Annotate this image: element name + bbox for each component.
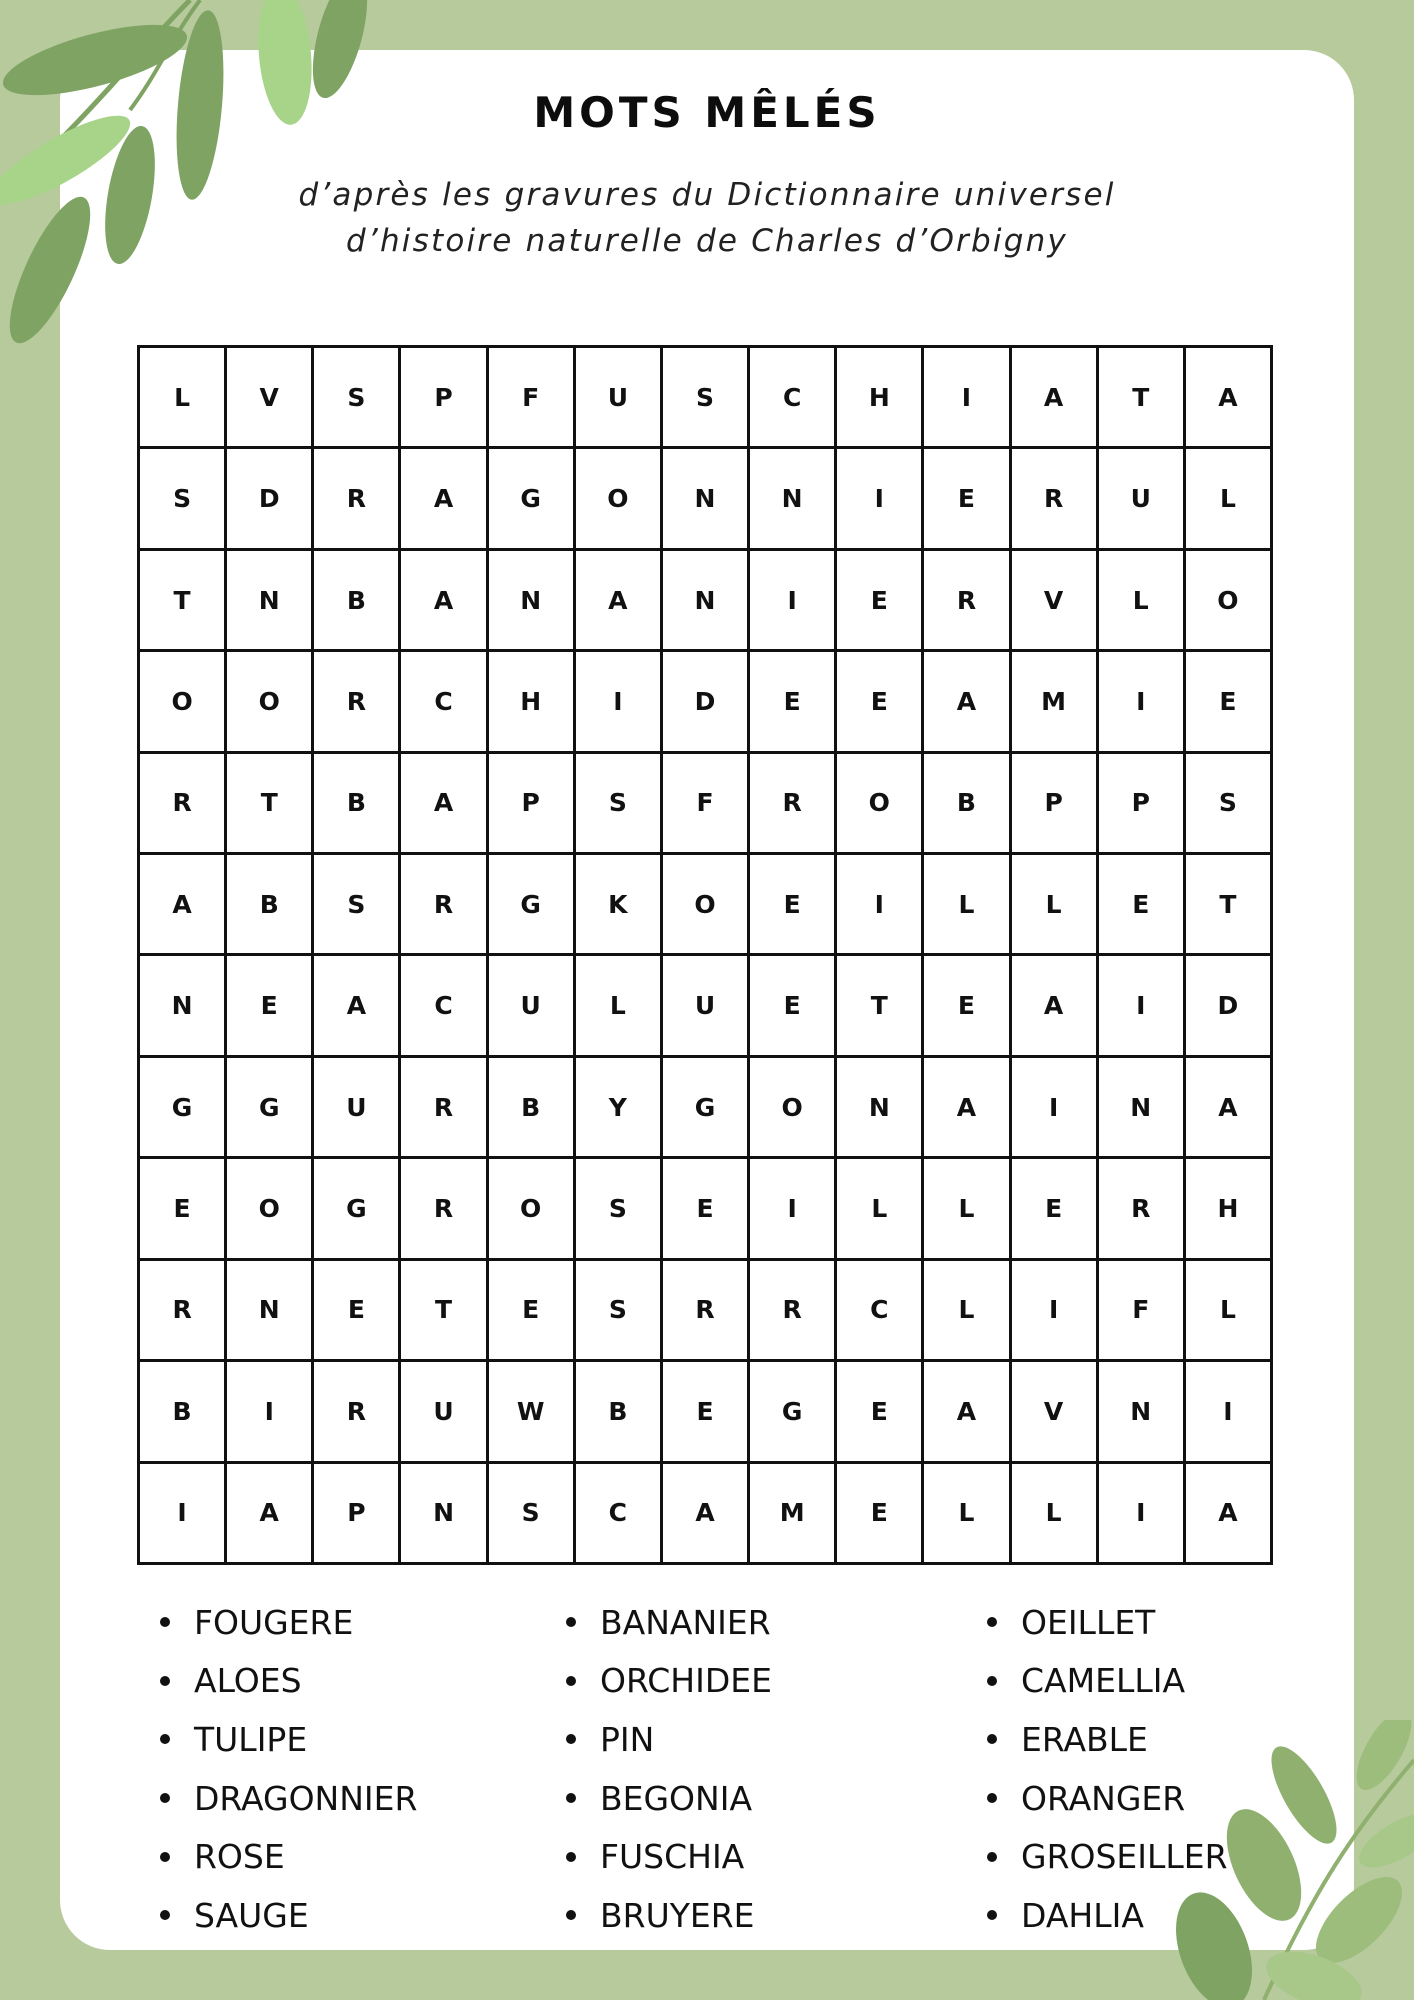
grid-cell[interactable]: U: [314, 1058, 401, 1159]
bullet-icon: [160, 1617, 170, 1627]
word-label: GROSEILLER: [1021, 1837, 1228, 1877]
grid-cell[interactable]: O: [663, 855, 750, 956]
grid-cell[interactable]: L: [1012, 1464, 1099, 1565]
grid-cell[interactable]: E: [489, 1261, 576, 1362]
grid-cell[interactable]: E: [837, 1362, 924, 1463]
bullet-icon: [566, 1852, 576, 1862]
bullet-icon: [987, 1910, 997, 1920]
word-list-item: [987, 1886, 1228, 1945]
grid-cell[interactable]: S: [489, 1464, 576, 1565]
grid-cell[interactable]: R: [140, 754, 227, 855]
grid-cell[interactable]: R: [314, 1362, 401, 1463]
grid-cell[interactable]: I: [837, 855, 924, 956]
grid-cell[interactable]: N: [663, 449, 750, 550]
grid-cell[interactable]: C: [576, 1464, 663, 1565]
grid-cell[interactable]: E: [663, 1362, 750, 1463]
grid-cell[interactable]: A: [576, 551, 663, 652]
grid-cell[interactable]: A: [1186, 1464, 1273, 1565]
grid-cell[interactable]: G: [750, 1362, 837, 1463]
grid-cell[interactable]: R: [401, 855, 488, 956]
grid-cell[interactable]: R: [401, 1058, 488, 1159]
grid-cell[interactable]: L: [924, 1464, 1011, 1565]
grid-cell[interactable]: N: [663, 551, 750, 652]
grid-cell[interactable]: B: [227, 855, 314, 956]
word-label: FUSCHIA: [600, 1837, 745, 1877]
grid-cell[interactable]: A: [1186, 1058, 1273, 1159]
grid-cell[interactable]: B: [489, 1058, 576, 1159]
grid-cell[interactable]: I: [1099, 956, 1186, 1057]
bullet-icon: [566, 1910, 576, 1920]
word-label: OEILLET: [1021, 1602, 1156, 1642]
grid-cell[interactable]: U: [489, 956, 576, 1057]
grid-cell[interactable]: T: [401, 1261, 488, 1362]
grid-cell[interactable]: N: [1099, 1058, 1186, 1159]
grid-cell[interactable]: U: [576, 348, 663, 449]
grid-cell[interactable]: R: [314, 449, 401, 550]
grid-cell[interactable]: A: [1012, 348, 1099, 449]
word-list-item: [566, 1652, 772, 1711]
bullet-icon: [566, 1676, 576, 1686]
grid-cell[interactable]: R: [140, 1261, 227, 1362]
grid-cell[interactable]: N: [750, 449, 837, 550]
grid-cell[interactable]: U: [1099, 449, 1186, 550]
grid-cell[interactable]: M: [750, 1464, 837, 1565]
grid-cell[interactable]: B: [140, 1362, 227, 1463]
grid-cell[interactable]: R: [663, 1261, 750, 1362]
grid-cell[interactable]: A: [924, 1058, 1011, 1159]
grid-cell[interactable]: R: [314, 652, 401, 753]
word-list-item: [160, 1593, 417, 1652]
grid-cell[interactable]: A: [663, 1464, 750, 1565]
grid-cell[interactable]: S: [663, 348, 750, 449]
grid-cell[interactable]: R: [401, 1159, 488, 1260]
grid-cell[interactable]: E: [314, 1261, 401, 1362]
word-label: ORANGER: [1021, 1778, 1186, 1818]
word-list-column-3: [987, 1593, 1228, 1945]
grid-cell[interactable]: A: [924, 1362, 1011, 1463]
word-list-column-2: [566, 1593, 772, 1945]
grid-cell[interactable]: C: [401, 652, 488, 753]
grid-cell[interactable]: I: [1099, 652, 1186, 753]
word-list-item: [160, 1710, 417, 1769]
grid-cell[interactable]: L: [1099, 551, 1186, 652]
grid-cell[interactable]: I: [837, 449, 924, 550]
grid-cell[interactable]: D: [663, 652, 750, 753]
grid-cell[interactable]: S: [1186, 754, 1273, 855]
word-label: DAHLIA: [1021, 1895, 1144, 1935]
grid-cell[interactable]: G: [489, 855, 576, 956]
grid-cell[interactable]: P: [401, 348, 488, 449]
bullet-icon: [160, 1793, 170, 1803]
grid-cell[interactable]: T: [140, 551, 227, 652]
grid-cell[interactable]: E: [924, 449, 1011, 550]
grid-cell[interactable]: G: [663, 1058, 750, 1159]
grid-cell[interactable]: A: [1186, 348, 1273, 449]
bullet-icon: [987, 1852, 997, 1862]
grid-cell[interactable]: I: [750, 1159, 837, 1260]
grid-cell[interactable]: E: [750, 956, 837, 1057]
grid-cell[interactable]: D: [227, 449, 314, 550]
grid-cell[interactable]: L: [576, 956, 663, 1057]
grid-cell[interactable]: T: [837, 956, 924, 1057]
grid-cell[interactable]: A: [1012, 956, 1099, 1057]
grid-cell[interactable]: H: [489, 652, 576, 753]
grid-cell[interactable]: S: [314, 348, 401, 449]
grid-cell[interactable]: S: [314, 855, 401, 956]
grid-cell[interactable]: V: [1012, 1362, 1099, 1463]
grid-cell[interactable]: L: [924, 1159, 1011, 1260]
grid-cell[interactable]: L: [837, 1159, 924, 1260]
word-list-item: [987, 1827, 1228, 1886]
grid-cell[interactable]: V: [1012, 551, 1099, 652]
word-list-item: [160, 1652, 417, 1711]
grid-cell[interactable]: N: [489, 551, 576, 652]
bullet-icon: [987, 1793, 997, 1803]
grid-cell[interactable]: L: [1012, 855, 1099, 956]
grid-cell[interactable]: G: [140, 1058, 227, 1159]
grid-cell[interactable]: L: [924, 1261, 1011, 1362]
grid-cell[interactable]: E: [1186, 652, 1273, 753]
grid-cell[interactable]: O: [140, 652, 227, 753]
word-label: ERABLE: [1021, 1719, 1148, 1759]
grid-cell[interactable]: B: [576, 1362, 663, 1463]
word-label: ROSE: [194, 1837, 285, 1877]
grid-cell[interactable]: N: [227, 1261, 314, 1362]
grid-cell[interactable]: S: [576, 1159, 663, 1260]
grid-cell[interactable]: P: [314, 1464, 401, 1565]
grid-cell[interactable]: H: [1186, 1159, 1273, 1260]
grid-cell[interactable]: V: [227, 348, 314, 449]
subtitle-line: d’histoire naturelle de Charles d’Orbigny: [346, 223, 1068, 259]
bullet-icon: [987, 1676, 997, 1686]
grid-cell[interactable]: F: [663, 754, 750, 855]
grid-cell[interactable]: R: [1012, 449, 1099, 550]
word-label: FOUGERE: [194, 1602, 354, 1642]
grid-cell[interactable]: K: [576, 855, 663, 956]
word-list-item: [160, 1769, 417, 1828]
grid-cell[interactable]: I: [1012, 1058, 1099, 1159]
grid-cell[interactable]: N: [227, 551, 314, 652]
word-list-item: [987, 1769, 1228, 1828]
grid-cell[interactable]: M: [1012, 652, 1099, 753]
grid-cell[interactable]: O: [837, 754, 924, 855]
grid-cell[interactable]: L: [1186, 449, 1273, 550]
grid-cell[interactable]: Y: [576, 1058, 663, 1159]
bullet-icon: [566, 1793, 576, 1803]
grid-cell[interactable]: E: [1099, 855, 1186, 956]
grid-cell[interactable]: O: [227, 652, 314, 753]
bullet-icon: [160, 1910, 170, 1920]
grid-cell[interactable]: A: [401, 551, 488, 652]
grid-cell[interactable]: I: [924, 348, 1011, 449]
grid-cell[interactable]: N: [1099, 1362, 1186, 1463]
grid-cell[interactable]: E: [750, 855, 837, 956]
bullet-icon: [566, 1617, 576, 1627]
grid-cell[interactable]: G: [314, 1159, 401, 1260]
bullet-icon: [160, 1734, 170, 1744]
grid-cell[interactable]: E: [1012, 1159, 1099, 1260]
word-list-item: [566, 1710, 772, 1769]
grid-cell[interactable]: F: [1099, 1261, 1186, 1362]
word-label: SAUGE: [194, 1895, 309, 1935]
grid-cell[interactable]: L: [140, 348, 227, 449]
grid-cell[interactable]: B: [314, 754, 401, 855]
word-list-column-1: [160, 1593, 417, 1945]
bullet-icon: [160, 1852, 170, 1862]
grid-cell[interactable]: H: [837, 348, 924, 449]
grid-cell[interactable]: A: [140, 855, 227, 956]
word-search-grid: [137, 345, 1273, 1565]
grid-cell[interactable]: E: [663, 1159, 750, 1260]
grid-cell[interactable]: C: [750, 348, 837, 449]
grid-cell[interactable]: P: [1012, 754, 1099, 855]
grid-cell[interactable]: A: [401, 449, 488, 550]
word-list-item: [566, 1593, 772, 1652]
grid-cell[interactable]: R: [750, 754, 837, 855]
word-list-item: [987, 1593, 1228, 1652]
grid-cell[interactable]: G: [227, 1058, 314, 1159]
grid-cell[interactable]: E: [924, 956, 1011, 1057]
grid-cell[interactable]: E: [750, 652, 837, 753]
word-label: BRUYERE: [600, 1895, 755, 1935]
word-list-item: [160, 1886, 417, 1945]
grid-cell[interactable]: D: [1186, 956, 1273, 1057]
grid-cell[interactable]: E: [837, 652, 924, 753]
grid-cell[interactable]: C: [837, 1261, 924, 1362]
grid-cell[interactable]: I: [576, 652, 663, 753]
grid-cell[interactable]: P: [1099, 754, 1186, 855]
grid-cell[interactable]: E: [140, 1159, 227, 1260]
grid-cell[interactable]: I: [750, 551, 837, 652]
word-label: ORCHIDEE: [600, 1661, 772, 1701]
bullet-icon: [566, 1734, 576, 1744]
grid-cell[interactable]: I: [227, 1362, 314, 1463]
page-subtitle: [0, 172, 1414, 264]
bullet-icon: [987, 1617, 997, 1627]
word-list-item: [987, 1652, 1228, 1711]
grid-cell[interactable]: B: [314, 551, 401, 652]
grid-cell[interactable]: U: [401, 1362, 488, 1463]
grid-cell[interactable]: I: [1099, 1464, 1186, 1565]
word-list-item: [566, 1769, 772, 1828]
grid-cell[interactable]: L: [1186, 1261, 1273, 1362]
grid-cell[interactable]: F: [489, 348, 576, 449]
grid-cell[interactable]: A: [924, 652, 1011, 753]
subtitle-line: d’après les gravures du Dictionnaire universel: [298, 177, 1116, 213]
word-list-item: [566, 1827, 772, 1886]
grid-cell[interactable]: T: [227, 754, 314, 855]
grid-cell[interactable]: T: [1099, 348, 1186, 449]
grid-cell[interactable]: G: [489, 449, 576, 550]
bullet-icon: [160, 1676, 170, 1686]
word-label: PIN: [600, 1719, 655, 1759]
grid-cell[interactable]: B: [924, 754, 1011, 855]
grid-cell[interactable]: E: [227, 956, 314, 1057]
grid-cell[interactable]: W: [489, 1362, 576, 1463]
grid-cell[interactable]: R: [750, 1261, 837, 1362]
word-label: BANANIER: [600, 1602, 771, 1642]
grid-cell[interactable]: S: [576, 754, 663, 855]
grid-cell[interactable]: O: [1186, 551, 1273, 652]
grid-cell[interactable]: T: [1186, 855, 1273, 956]
word-list-item: [160, 1827, 417, 1886]
grid-cell[interactable]: O: [489, 1159, 576, 1260]
word-label: TULIPE: [194, 1719, 308, 1759]
grid-cell[interactable]: U: [663, 956, 750, 1057]
grid-cell[interactable]: N: [140, 956, 227, 1057]
grid-cell[interactable]: R: [924, 551, 1011, 652]
grid-cell[interactable]: I: [1012, 1261, 1099, 1362]
grid-cell[interactable]: O: [750, 1058, 837, 1159]
grid-cell[interactable]: A: [227, 1464, 314, 1565]
grid-cell[interactable]: L: [924, 855, 1011, 956]
grid-cell[interactable]: I: [1186, 1362, 1273, 1463]
grid-cell[interactable]: O: [227, 1159, 314, 1260]
grid-cell[interactable]: I: [140, 1464, 227, 1565]
grid-cell[interactable]: A: [314, 956, 401, 1057]
page-title: MOTS MÊLÉS: [533, 88, 881, 137]
word-label: BEGONIA: [600, 1778, 753, 1818]
grid-cell[interactable]: C: [401, 956, 488, 1057]
grid-cell[interactable]: N: [401, 1464, 488, 1565]
grid-cell[interactable]: N: [837, 1058, 924, 1159]
grid-cell[interactable]: S: [576, 1261, 663, 1362]
grid-cell[interactable]: E: [837, 551, 924, 652]
grid-cell[interactable]: O: [576, 449, 663, 550]
grid-cell[interactable]: S: [140, 449, 227, 550]
grid-cell[interactable]: A: [401, 754, 488, 855]
word-label: CAMELLIA: [1021, 1661, 1186, 1701]
grid-cell[interactable]: P: [489, 754, 576, 855]
grid-cell[interactable]: R: [1099, 1159, 1186, 1260]
grid-cell[interactable]: E: [837, 1464, 924, 1565]
word-label: ALOES: [194, 1661, 302, 1701]
word-label: DRAGONNIER: [194, 1778, 418, 1818]
word-list-item: [566, 1886, 772, 1945]
word-list-item: [987, 1710, 1228, 1769]
bullet-icon: [987, 1734, 997, 1744]
